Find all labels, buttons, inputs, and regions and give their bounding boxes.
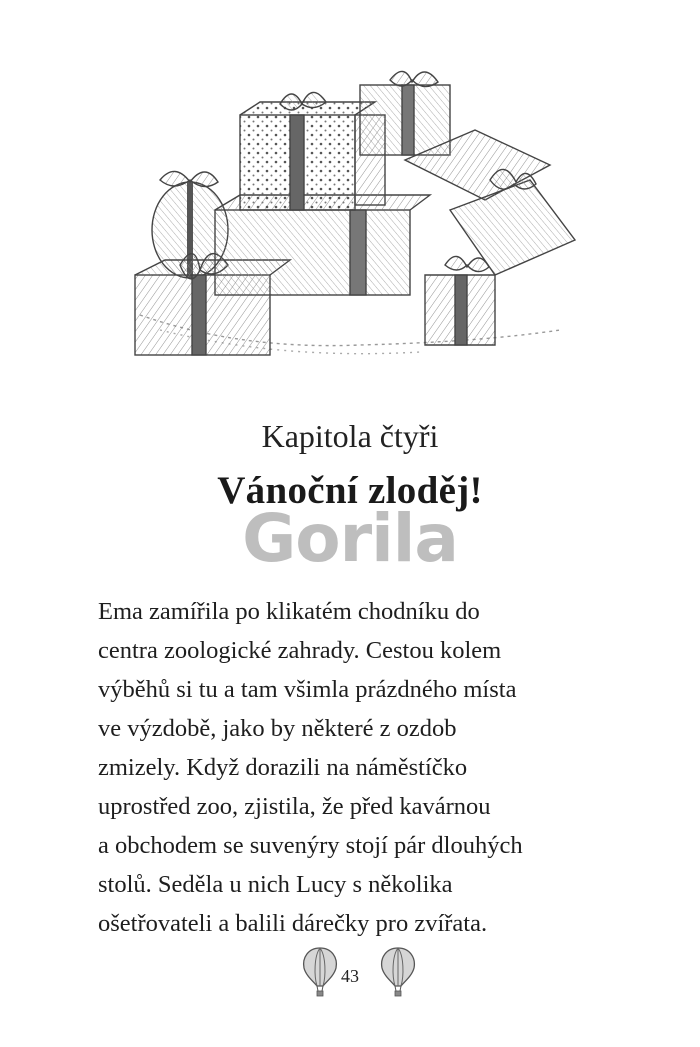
body-paragraph <box>98 592 638 943</box>
page-footer <box>0 940 700 1000</box>
hot-air-balloon-icon <box>378 946 418 998</box>
body-line: a obchodem se suvenýry stojí pár dlouhých <box>98 832 523 859</box>
watermark-logo: Gorila <box>242 500 458 577</box>
chapter-label: Kapitola čtyři <box>261 418 439 454</box>
chapter-title: Vánoční zloděj! <box>217 469 483 512</box>
body-line: stolů. Seděla u nich Lucy s několika <box>98 871 453 898</box>
body-line: zmizely. Když dorazili na náměstíčko <box>98 754 468 781</box>
body-line: Ema zamířila po klikatém chodníku do <box>98 598 480 625</box>
body-line: centra zoologické zahrady. Cestou kolem <box>98 637 502 664</box>
body-line: uprostřed zoo, zjistila, že před kavárnou <box>98 793 491 820</box>
body-line: ve výzdobě, jako by některé z ozdob <box>98 715 457 742</box>
body-line: ošetřovateli a balili dárečky pro zvířata. <box>98 910 488 937</box>
body-line: výběhů si tu a tam všimla prázdného místa <box>98 676 517 703</box>
page-number: 43 <box>341 966 359 986</box>
gift-pile-illustration <box>120 60 590 370</box>
